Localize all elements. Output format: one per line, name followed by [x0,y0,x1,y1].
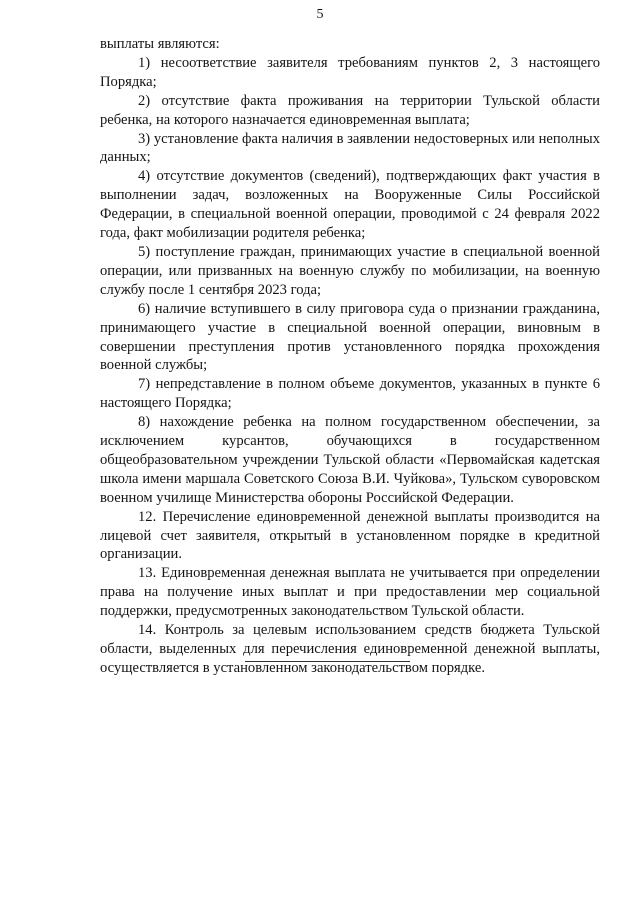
paragraph-intro: выплаты являются: [100,36,220,52]
closing-divider [245,661,410,662]
list-item-6: 6) наличие вступившего в силу приговора суда о признании гражданина, принимающего участие в специальной военной операции, виновным в совершении преступления против установленного порядка прохождения военной службы; [100,300,600,374]
clause-12: 12. Перечисление единовременной денежной выплаты производится на лицевой счет заявителя, открытый в установленном порядке в кредитной организации. [100,508,600,563]
clause-13: 13. Единовременная денежная выплата не учитывается при определении права на получение иных выплат и при предоставлении мер социальной поддержки, предусмотренных законодательством Тульской области. [100,565,600,620]
list-item-1: 1) несоответствие заявителя требованиям пунктов 2, 3 настоящего Порядка; [100,54,600,90]
list-item-7: 7) непредставление в полном объеме документов, указанных в пункте 6 настоящего Порядка; [100,376,600,412]
document-body [100,35,600,678]
list-item-4: 4) отсутствие документов (сведений), подтверждающих факт участия в выполнении задач, возложенных на Вооруженные Силы Российской Федерации, в специальной военной операции, проводимой с 24 февраля 2022 года, факт мобилизации родителя ребенка; [100,168,600,242]
list-item-3: 3) установление факта наличия в заявлении недостоверных или неполных данных; [100,130,600,166]
list-item-8: 8) нахождение ребенка на полном государственном обеспечении, за исключением курсантов, обучающихся в государственном общеобразовательном учреждении Тульской области «Первомайская кадетская школа имени маршала Советского Союза В.И. Чуйкова», Тульском суворовском военном училище Министерства обороны Российской Федерации. [100,414,600,506]
list-item-2: 2) отсутствие факта проживания на территории Тульской области ребенка, на которого назначается единовременная выплата; [100,92,600,128]
list-item-5: 5) поступление граждан, принимающих участие в специальной военной операции, или призванных на военную службу по мобилизации, на военную службу после 1 сентября 2023 года; [100,243,600,298]
page-number: 5 [316,7,324,22]
clause-14: 14. Контроль за целевым использованием средств бюджета Тульской области, выделенных для перечисления единовременной денежной выплаты, осуществляется в установленном законодательством порядке. [100,622,600,676]
